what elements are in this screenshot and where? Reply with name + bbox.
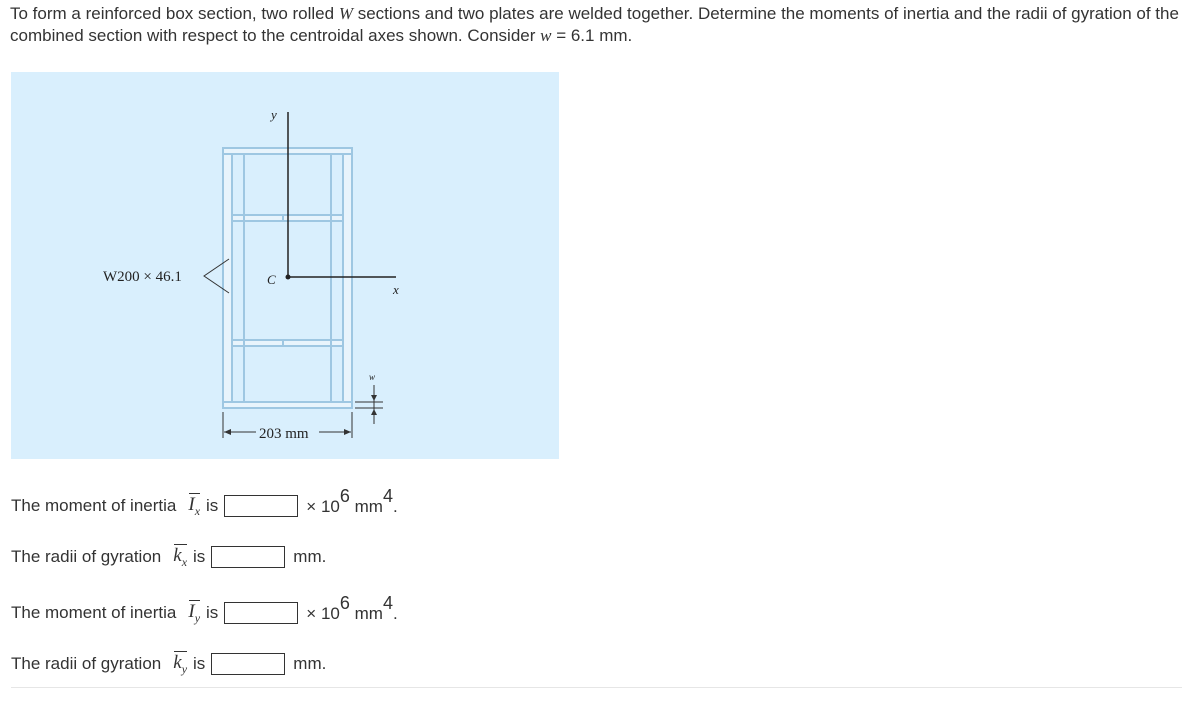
- figure-panel: [11, 72, 559, 459]
- bottom-divider: [11, 687, 1182, 688]
- question-kx: The radii of gyration $k_x$ is mm.: [11, 544, 327, 569]
- question-ix: The moment of inertia $I_x$ is × $10^6$ $mm^4$.: [11, 485, 398, 518]
- iy-answer-input[interactable]: [224, 602, 298, 624]
- box-section-diagram: [11, 72, 559, 459]
- ky-symbol: $k_y$: [173, 651, 188, 676]
- left-w-section: [223, 154, 292, 402]
- w-section-symbol: W: [338, 4, 353, 23]
- section-label: W200 × 46.1: [103, 269, 182, 285]
- width-dimension-label: 203 mm: [259, 426, 309, 442]
- question-ky: The radii of gyration $k_y$ is mm.: [11, 651, 327, 676]
- kx-unit: mm.: [293, 547, 327, 566]
- ky-unit: mm.: [293, 654, 327, 673]
- question-label: The radii of gyration: [11, 547, 162, 566]
- plate-thickness-label: w: [369, 372, 376, 382]
- ix-symbol: $I_x$: [188, 493, 201, 518]
- iy-unit: × $10^6$ $mm^4$.: [306, 592, 398, 623]
- question-label: The radii of gyration: [11, 654, 162, 673]
- ix-unit: × $10^6$ $mm^4$.: [306, 485, 398, 516]
- kx-symbol: $k_x$: [173, 544, 188, 569]
- problem-text-cont: sections and two plates are welded together. Determine the moments of inertia and the radii of gyration of the combined section with respect to the centroidal axes shown. Consider: [10, 4, 1179, 45]
- problem-statement: To form a reinforced box section, two rolled W sections and two plates are welded together. Determine the moments of inertia and the radii of gyration of the combined section with respect to the centroidal axes shown. Consider w = 6.1 mm.: [10, 4, 1179, 45]
- iy-symbol: $I_y$: [188, 600, 201, 625]
- question-label: The moment of inertia: [11, 603, 177, 622]
- variable-w: w: [540, 26, 552, 45]
- right-w-section: [283, 154, 352, 402]
- centroid-label: C: [267, 272, 276, 287]
- problem-text: To form a reinforced box section, two rolled: [10, 4, 339, 23]
- y-axis-label: y: [271, 107, 277, 122]
- ix-answer-input[interactable]: [224, 495, 298, 517]
- question-label: The moment of inertia: [11, 496, 177, 515]
- ky-answer-input[interactable]: [211, 653, 285, 675]
- centroid-point: [286, 275, 291, 280]
- kx-answer-input[interactable]: [211, 546, 285, 568]
- equals-sign: =: [551, 26, 571, 45]
- question-iy: The moment of inertia $I_y$ is × $10^6$ $mm^4$.: [11, 592, 398, 625]
- given-value: 6.1 mm: [570, 26, 628, 45]
- x-axis-label: x: [393, 282, 399, 297]
